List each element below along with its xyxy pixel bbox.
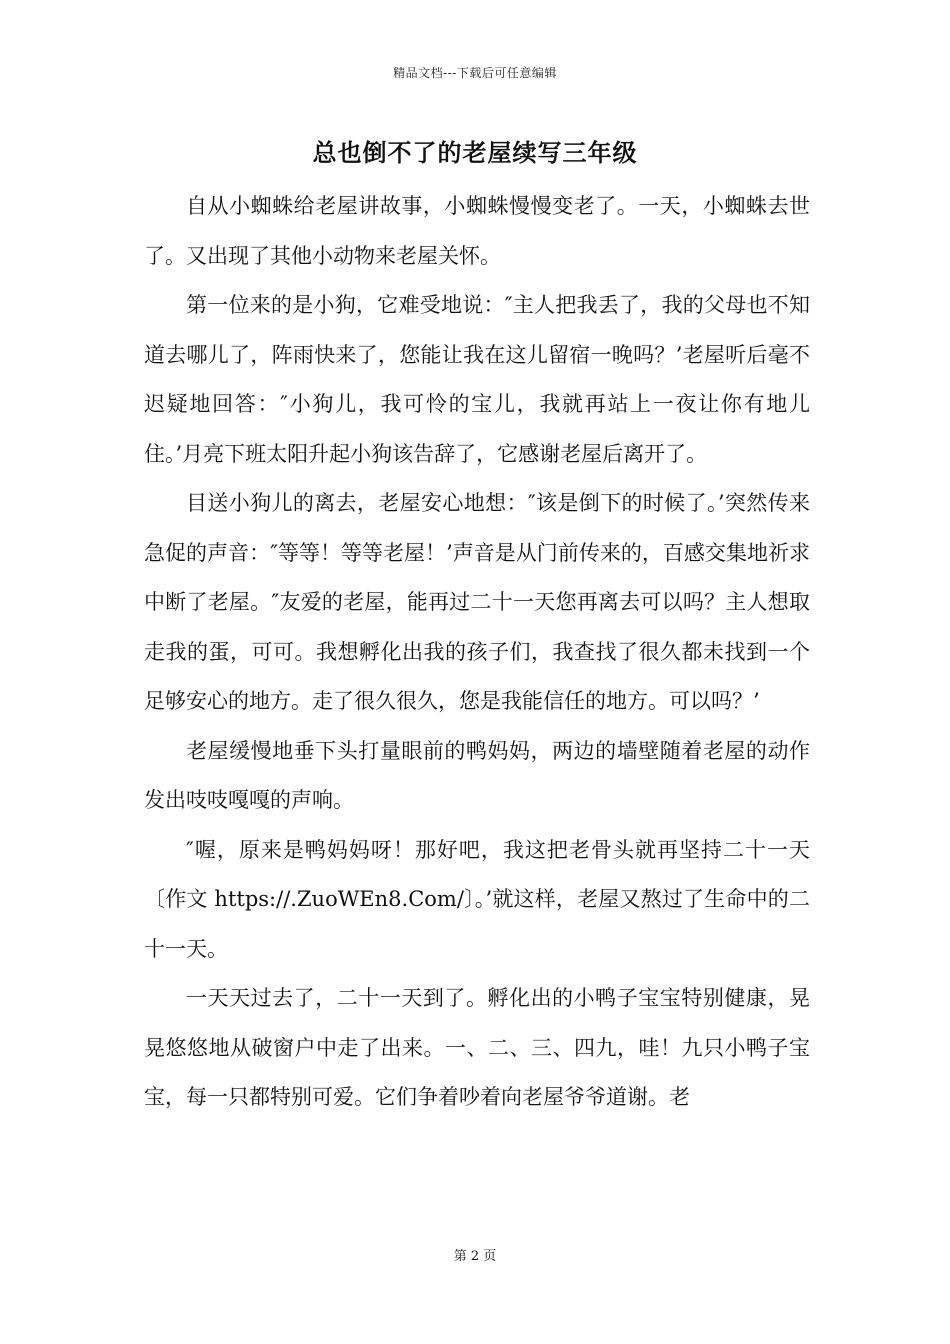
paragraph-1: 自从小蜘蛛给老屋讲故事，小蜘蛛慢慢变老了。一天，小蜘蛛去世了。又出现了其他小动物来老屋关怀。 (144, 194, 810, 268)
document-header-note: 精品文档---下载后可任意编辑 (393, 66, 557, 80)
paragraph-6: 一天天过去了，二十一天到了。孵化出的小鸭子宝宝特别健康，晃晃悠悠地从破窗户中走了出来。一、二、三、四九，哇！九只小鸭子宝宝，每一只都特别可爱。它们争着吵着向老屋爷爷道谢。老 (144, 986, 810, 1109)
document-title: 总也倒不了的老屋续写三年级 (312, 138, 638, 167)
document-body (144, 182, 810, 1123)
page-number-footer: 第 2 页 (453, 1249, 497, 1264)
paragraph-3: 目送小狗儿的离去，老屋安心地想：″该是倒下的时候了。’突然传来急促的声音：″等等！等等老屋！’声音是从门前传来的，百感交集地祈求中断了老屋。″友爱的老屋，能再过二十一天您再离去可以吗？主人想取走我的蛋，可可。我想孵化出我的孩子们，我查找了很久都未找到一个足够安心的地方。走了很久很久，您是我能信任的地方。可以吗？’ (144, 491, 810, 713)
paragraph-4: 老屋缓慢地垂下头打量眼前的鸭妈妈，两边的墙壁随着老屋的动作发出吱吱嘎嘎的声响。 (144, 738, 810, 812)
paragraph-2: 第一位来的是小狗，它难受地说：″主人把我丢了，我的父母也不知道去哪儿了，阵雨快来了，您能让我在这儿留宿一晚吗？’老屋听后毫不迟疑地回答：″小狗儿，我可怜的宝儿，我就再站上一夜让你有地儿住。’月亮下班太阳升起小狗该告辞了，它感谢老屋后离开了。 (144, 293, 810, 466)
paragraph-5: ″喔，原来是鸭妈妈呀！那好吧，我这把老骨头就再坚持二十一天〔作文 https://.ZuoWEn8.Com/〕。’就这样，老屋又熬过了生命中的二十一天。 (144, 837, 810, 961)
